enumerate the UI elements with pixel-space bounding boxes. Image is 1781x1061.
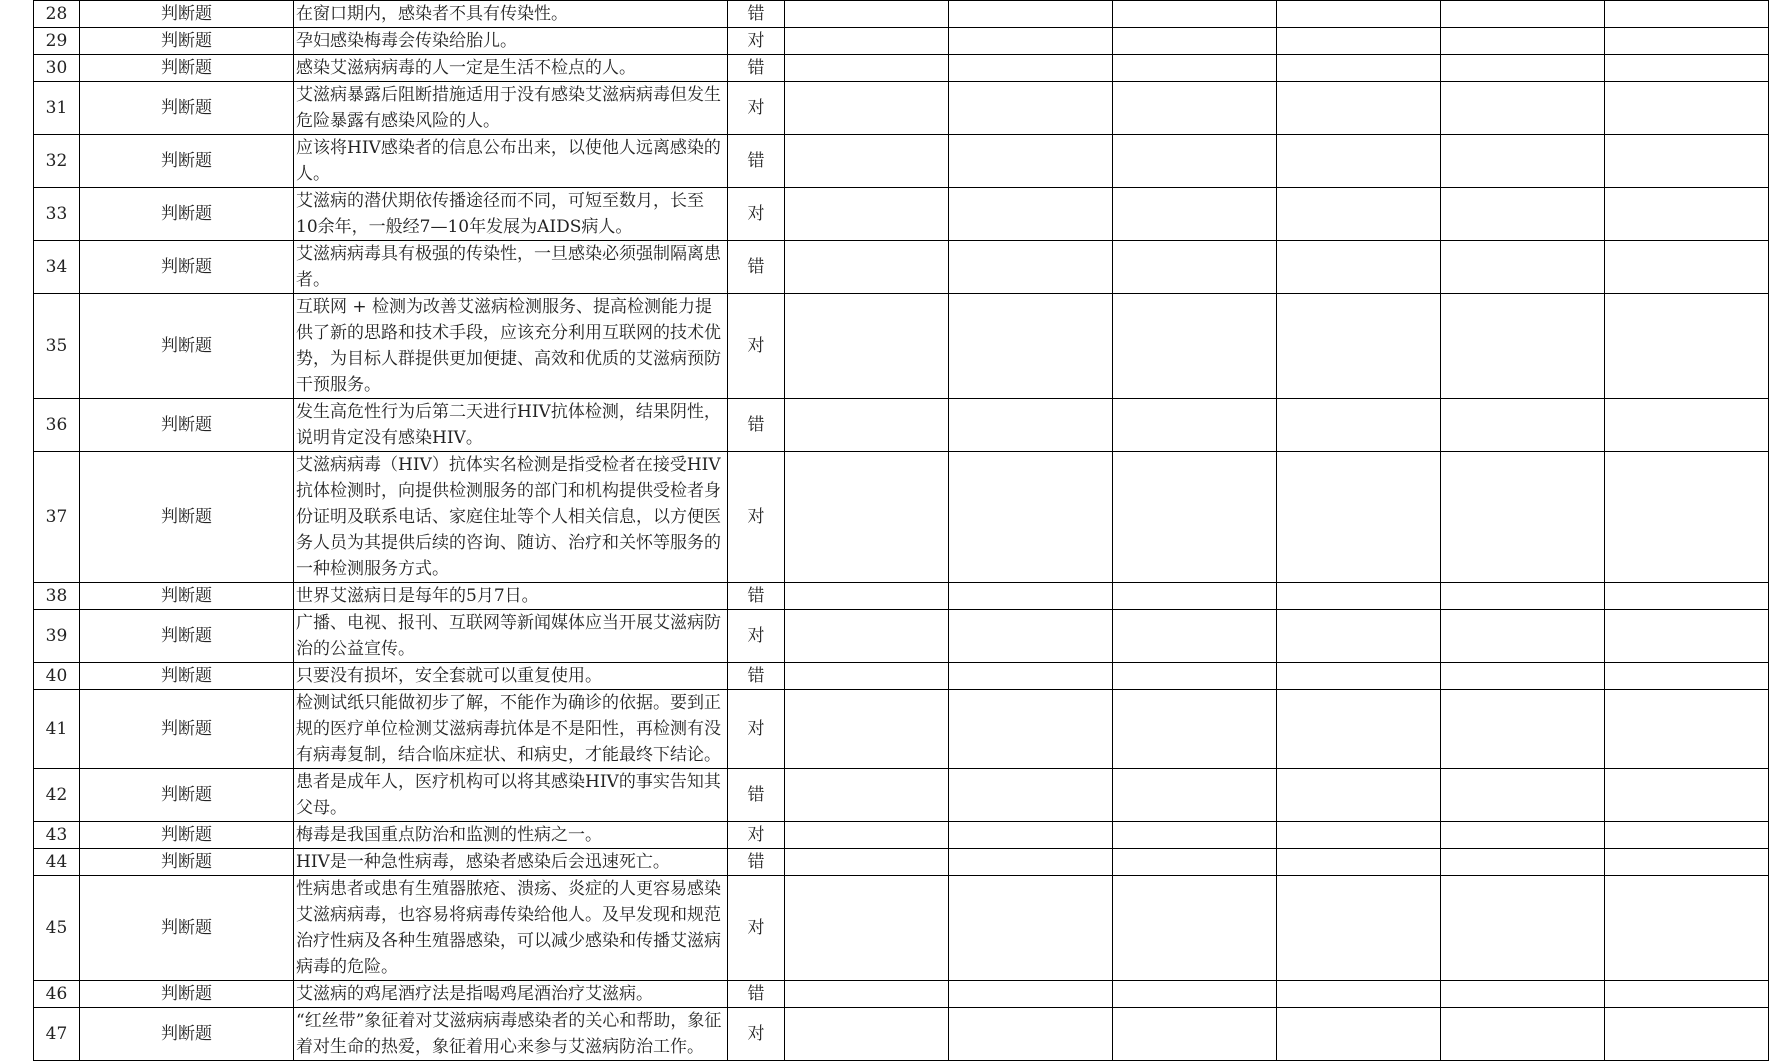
empty-cell[interactable] [1605, 610, 1769, 663]
empty-cell[interactable] [1113, 28, 1277, 55]
empty-cell[interactable] [949, 399, 1113, 452]
answer-cell[interactable]: 错 [728, 55, 785, 82]
empty-cell[interactable] [949, 876, 1113, 981]
question-text-cell[interactable]: 世界艾滋病日是每年的5月7日。 [294, 583, 728, 610]
empty-cell[interactable] [1277, 663, 1441, 690]
question-type-cell[interactable]: 判断题 [80, 610, 294, 663]
empty-cell[interactable] [1113, 399, 1277, 452]
empty-cell[interactable] [1441, 849, 1605, 876]
empty-cell[interactable] [1113, 452, 1277, 583]
empty-cell[interactable] [1441, 55, 1605, 82]
question-number-cell[interactable]: 36 [34, 399, 80, 452]
empty-cell[interactable] [785, 1008, 949, 1061]
empty-cell[interactable] [1277, 135, 1441, 188]
table-row [34, 28, 1769, 55]
empty-cell[interactable] [1277, 241, 1441, 294]
table-row [34, 822, 1769, 849]
table-row [34, 241, 1769, 294]
empty-cell[interactable] [1113, 583, 1277, 610]
empty-cell[interactable] [785, 583, 949, 610]
table-row [34, 399, 1769, 452]
empty-cell[interactable] [1277, 55, 1441, 82]
question-number-cell[interactable]: 30 [34, 55, 80, 82]
question-number-cell[interactable]: 32 [34, 135, 80, 188]
empty-cell[interactable] [949, 241, 1113, 294]
table-row [34, 981, 1769, 1008]
empty-cell[interactable] [785, 135, 949, 188]
empty-cell[interactable] [1605, 583, 1769, 610]
question-text-cell[interactable]: 感染艾滋病病毒的人一定是生活不检点的人。 [294, 55, 728, 82]
empty-cell[interactable] [949, 769, 1113, 822]
empty-cell[interactable] [1605, 241, 1769, 294]
empty-cell[interactable] [949, 1, 1113, 28]
table-row [34, 1, 1769, 28]
empty-cell[interactable] [1277, 583, 1441, 610]
empty-cell[interactable] [1441, 822, 1605, 849]
answer-cell[interactable]: 错 [728, 241, 785, 294]
question-type-cell[interactable]: 判断题 [80, 583, 294, 610]
table-row [34, 294, 1769, 399]
question-type-cell[interactable]: 判断题 [80, 28, 294, 55]
empty-cell[interactable] [1605, 294, 1769, 399]
question-type-cell[interactable]: 判断题 [80, 769, 294, 822]
question-text-cell[interactable]: 艾滋病病毒具有极强的传染性，一旦感染必须强制隔离患者。 [294, 241, 728, 294]
empty-cell[interactable] [785, 769, 949, 822]
empty-cell[interactable] [785, 82, 949, 135]
question-text-cell[interactable]: 发生高危性行为后第二天进行HIV抗体检测，结果阴性，说明肯定没有感染HIV。 [294, 399, 728, 452]
empty-cell[interactable] [949, 1008, 1113, 1061]
question-type-cell[interactable]: 判断题 [80, 188, 294, 241]
empty-cell[interactable] [785, 399, 949, 452]
question-number-cell[interactable]: 38 [34, 583, 80, 610]
empty-cell[interactable] [1441, 135, 1605, 188]
question-type-cell[interactable]: 判断题 [80, 452, 294, 583]
empty-cell[interactable] [1441, 610, 1605, 663]
question-text-cell[interactable]: “红丝带”象征着对艾滋病病毒感染者的关心和帮助，象征着对生命的热爱，象征着用心来参与艾滋病防治工作。 [294, 1008, 728, 1061]
empty-cell[interactable] [1277, 188, 1441, 241]
table-row [34, 849, 1769, 876]
answer-cell[interactable]: 对 [728, 822, 785, 849]
empty-cell[interactable] [949, 188, 1113, 241]
empty-cell[interactable] [785, 28, 949, 55]
question-text-cell[interactable]: 只要没有损坏，安全套就可以重复使用。 [294, 663, 728, 690]
answer-cell[interactable]: 错 [728, 399, 785, 452]
empty-cell[interactable] [785, 849, 949, 876]
question-text-cell[interactable]: 患者是成年人，医疗机构可以将其感染HIV的事实告知其父母。 [294, 769, 728, 822]
question-number-cell[interactable]: 43 [34, 822, 80, 849]
empty-cell[interactable] [1605, 849, 1769, 876]
question-number-cell[interactable]: 28 [34, 1, 80, 28]
empty-cell[interactable] [1605, 82, 1769, 135]
question-text-cell[interactable]: 艾滋病暴露后阻断措施适用于没有感染艾滋病病毒但发生危险暴露有感染风险的人。 [294, 82, 728, 135]
empty-cell[interactable] [785, 188, 949, 241]
empty-cell[interactable] [949, 82, 1113, 135]
empty-cell[interactable] [1277, 399, 1441, 452]
empty-cell[interactable] [1113, 769, 1277, 822]
question-number-cell[interactable]: 47 [34, 1008, 80, 1061]
answer-cell[interactable]: 对 [728, 28, 785, 55]
empty-cell[interactable] [949, 55, 1113, 82]
empty-cell[interactable] [1277, 610, 1441, 663]
answer-cell[interactable]: 对 [728, 82, 785, 135]
empty-cell[interactable] [1113, 82, 1277, 135]
empty-cell[interactable] [785, 610, 949, 663]
empty-cell[interactable] [1277, 690, 1441, 769]
empty-cell[interactable] [785, 981, 949, 1008]
empty-cell[interactable] [1113, 188, 1277, 241]
question-text-cell[interactable]: 艾滋病的鸡尾酒疗法是指喝鸡尾酒治疗艾滋病。 [294, 981, 728, 1008]
answer-cell[interactable]: 对 [728, 452, 785, 583]
answer-cell[interactable]: 对 [728, 690, 785, 769]
empty-cell[interactable] [949, 690, 1113, 769]
empty-cell[interactable] [1113, 822, 1277, 849]
question-number-cell[interactable]: 31 [34, 82, 80, 135]
question-number-cell[interactable]: 45 [34, 876, 80, 981]
empty-cell[interactable] [1441, 663, 1605, 690]
answer-cell[interactable]: 错 [728, 981, 785, 1008]
answer-cell[interactable]: 对 [728, 294, 785, 399]
question-text-cell[interactable]: 广播、电视、报刊、互联网等新闻媒体应当开展艾滋病防治的公益宣传。 [294, 610, 728, 663]
empty-cell[interactable] [1277, 981, 1441, 1008]
empty-cell[interactable] [1605, 663, 1769, 690]
empty-cell[interactable] [1441, 981, 1605, 1008]
empty-cell[interactable] [1441, 1, 1605, 28]
question-number-cell[interactable]: 35 [34, 294, 80, 399]
empty-cell[interactable] [1277, 294, 1441, 399]
empty-cell[interactable] [1277, 876, 1441, 981]
question-text-cell[interactable]: 互联网 + 检测为改善艾滋病检测服务、提高检测能力提供了新的思路和技术手段，应该充分利用互联网的技术优势，为目标人群提供更加便捷、高效和优质的艾滋病预防干预服务。 [294, 294, 728, 399]
empty-cell[interactable] [1113, 981, 1277, 1008]
question-type-cell[interactable]: 判断题 [80, 663, 294, 690]
question-number-cell[interactable]: 40 [34, 663, 80, 690]
question-text-cell[interactable]: 性病患者或患有生殖器脓疮、溃疡、炎症的人更容易感染艾滋病病毒，也容易将病毒传染给他人。及早发现和规范治疗性病及各种生殖器感染，可以减少感染和传播艾滋病病毒的危险。 [294, 876, 728, 981]
question-number-cell[interactable]: 44 [34, 849, 80, 876]
empty-cell[interactable] [785, 822, 949, 849]
question-text-cell[interactable]: 检测试纸只能做初步了解，不能作为确诊的依据。要到正规的医疗单位检测艾滋病毒抗体是不是阳性，再检测有没有病毒复制，结合临床症状、和病史，才能最终下结论。 [294, 690, 728, 769]
question-text-cell[interactable]: 在窗口期内，感染者不具有传染性。 [294, 1, 728, 28]
empty-cell[interactable] [785, 876, 949, 981]
empty-cell[interactable] [1277, 769, 1441, 822]
empty-cell[interactable] [1277, 28, 1441, 55]
question-text-cell[interactable]: 梅毒是我国重点防治和监测的性病之一。 [294, 822, 728, 849]
empty-cell[interactable] [1277, 1008, 1441, 1061]
table-row [34, 452, 1769, 583]
table-row [34, 690, 1769, 769]
empty-cell[interactable] [1277, 82, 1441, 135]
table-row [34, 583, 1769, 610]
empty-cell[interactable] [1277, 849, 1441, 876]
question-type-cell[interactable]: 判断题 [80, 981, 294, 1008]
empty-cell[interactable] [949, 135, 1113, 188]
empty-cell[interactable] [949, 294, 1113, 399]
answer-cell[interactable]: 对 [728, 876, 785, 981]
question-number-cell[interactable]: 46 [34, 981, 80, 1008]
empty-cell[interactable] [1441, 28, 1605, 55]
empty-cell[interactable] [1605, 28, 1769, 55]
empty-cell[interactable] [1441, 583, 1605, 610]
empty-cell[interactable] [1441, 294, 1605, 399]
empty-cell[interactable] [1605, 135, 1769, 188]
question-type-cell[interactable]: 判断题 [80, 241, 294, 294]
question-text-cell[interactable]: 孕妇感染梅毒会传染给胎儿。 [294, 28, 728, 55]
question-text-cell[interactable]: 艾滋病病毒（HIV）抗体实名检测是指受检者在接受HIV抗体检测时，向提供检测服务的部门和机构提供受检者身份证明及联系电话、家庭住址等个人相关信息，以方便医务人员为其提供后续的咨询、随访、治疗和关怀等服务的一种检测服务方式。 [294, 452, 728, 583]
answer-cell[interactable]: 错 [728, 769, 785, 822]
empty-cell[interactable] [785, 1, 949, 28]
question-table [33, 0, 1769, 1061]
question-type-cell[interactable]: 判断题 [80, 294, 294, 399]
question-number-cell[interactable]: 34 [34, 241, 80, 294]
table-body [34, 1, 1769, 1061]
empty-cell[interactable] [785, 690, 949, 769]
table-row [34, 188, 1769, 241]
table-row [34, 610, 1769, 663]
empty-cell[interactable] [1605, 690, 1769, 769]
empty-cell[interactable] [1113, 135, 1277, 188]
empty-cell[interactable] [1113, 849, 1277, 876]
answer-cell[interactable]: 对 [728, 188, 785, 241]
question-text-cell[interactable]: HIV是一种急性病毒，感染者感染后会迅速死亡。 [294, 849, 728, 876]
question-type-cell[interactable]: 判断题 [80, 876, 294, 981]
answer-cell[interactable]: 错 [728, 135, 785, 188]
empty-cell[interactable] [1277, 452, 1441, 583]
answer-cell[interactable]: 错 [728, 583, 785, 610]
question-type-cell[interactable]: 判断题 [80, 849, 294, 876]
table-row [34, 769, 1769, 822]
empty-cell[interactable] [785, 241, 949, 294]
question-number-cell[interactable]: 42 [34, 769, 80, 822]
empty-cell[interactable] [1113, 876, 1277, 981]
empty-cell[interactable] [1277, 1, 1441, 28]
empty-cell[interactable] [949, 610, 1113, 663]
empty-cell[interactable] [949, 663, 1113, 690]
empty-cell[interactable] [1277, 822, 1441, 849]
empty-cell[interactable] [1113, 690, 1277, 769]
question-number-cell[interactable]: 39 [34, 610, 80, 663]
empty-cell[interactable] [949, 28, 1113, 55]
question-type-cell[interactable]: 判断题 [80, 822, 294, 849]
question-type-cell[interactable]: 判断题 [80, 82, 294, 135]
empty-cell[interactable] [785, 294, 949, 399]
question-type-cell[interactable]: 判断题 [80, 135, 294, 188]
answer-cell[interactable]: 错 [728, 1, 785, 28]
empty-cell[interactable] [1605, 769, 1769, 822]
table-row [34, 876, 1769, 981]
question-type-cell[interactable]: 判断题 [80, 1008, 294, 1061]
empty-cell[interactable] [1605, 452, 1769, 583]
answer-cell[interactable]: 错 [728, 849, 785, 876]
empty-cell[interactable] [1441, 769, 1605, 822]
empty-cell[interactable] [785, 55, 949, 82]
empty-cell[interactable] [1441, 188, 1605, 241]
empty-cell[interactable] [1441, 1008, 1605, 1061]
empty-cell[interactable] [1113, 1008, 1277, 1061]
answer-cell[interactable]: 对 [728, 610, 785, 663]
empty-cell[interactable] [1441, 241, 1605, 294]
table-row [34, 135, 1769, 188]
question-type-cell[interactable]: 判断题 [80, 55, 294, 82]
table-row [34, 1008, 1769, 1061]
empty-cell[interactable] [1113, 1, 1277, 28]
question-number-cell[interactable]: 29 [34, 28, 80, 55]
empty-cell[interactable] [1113, 241, 1277, 294]
empty-cell[interactable] [949, 583, 1113, 610]
answer-cell[interactable]: 错 [728, 663, 785, 690]
empty-cell[interactable] [1113, 55, 1277, 82]
question-number-cell[interactable]: 37 [34, 452, 80, 583]
empty-cell[interactable] [1113, 610, 1277, 663]
question-number-cell[interactable]: 41 [34, 690, 80, 769]
empty-cell[interactable] [1605, 876, 1769, 981]
empty-cell[interactable] [1113, 663, 1277, 690]
empty-cell[interactable] [1605, 399, 1769, 452]
question-text-cell[interactable]: 应该将HIV感染者的信息公布出来，以使他人远离感染的人。 [294, 135, 728, 188]
table-row [34, 82, 1769, 135]
table-row [34, 55, 1769, 82]
empty-cell[interactable] [949, 452, 1113, 583]
table-row [34, 663, 1769, 690]
empty-cell[interactable] [1605, 1008, 1769, 1061]
empty-cell[interactable] [1605, 1, 1769, 28]
empty-cell[interactable] [785, 663, 949, 690]
question-type-cell[interactable]: 判断题 [80, 690, 294, 769]
empty-cell[interactable] [1113, 294, 1277, 399]
question-type-cell[interactable]: 判断题 [80, 1, 294, 28]
question-type-cell[interactable]: 判断题 [80, 399, 294, 452]
empty-cell[interactable] [949, 981, 1113, 1008]
answer-cell[interactable]: 对 [728, 1008, 785, 1061]
empty-cell[interactable] [1441, 876, 1605, 981]
empty-cell[interactable] [1605, 822, 1769, 849]
empty-cell[interactable] [1605, 981, 1769, 1008]
empty-cell[interactable] [949, 822, 1113, 849]
empty-cell[interactable] [949, 849, 1113, 876]
empty-cell[interactable] [1441, 399, 1605, 452]
question-text-cell[interactable]: 艾滋病的潜伏期依传播途径而不同，可短至数月，长至10余年，一般经7—10年发展为AIDS病人。 [294, 188, 728, 241]
empty-cell[interactable] [1441, 82, 1605, 135]
question-number-cell[interactable]: 33 [34, 188, 80, 241]
empty-cell[interactable] [1441, 690, 1605, 769]
empty-cell[interactable] [1605, 188, 1769, 241]
empty-cell[interactable] [1441, 452, 1605, 583]
empty-cell[interactable] [1605, 55, 1769, 82]
empty-cell[interactable] [785, 452, 949, 583]
